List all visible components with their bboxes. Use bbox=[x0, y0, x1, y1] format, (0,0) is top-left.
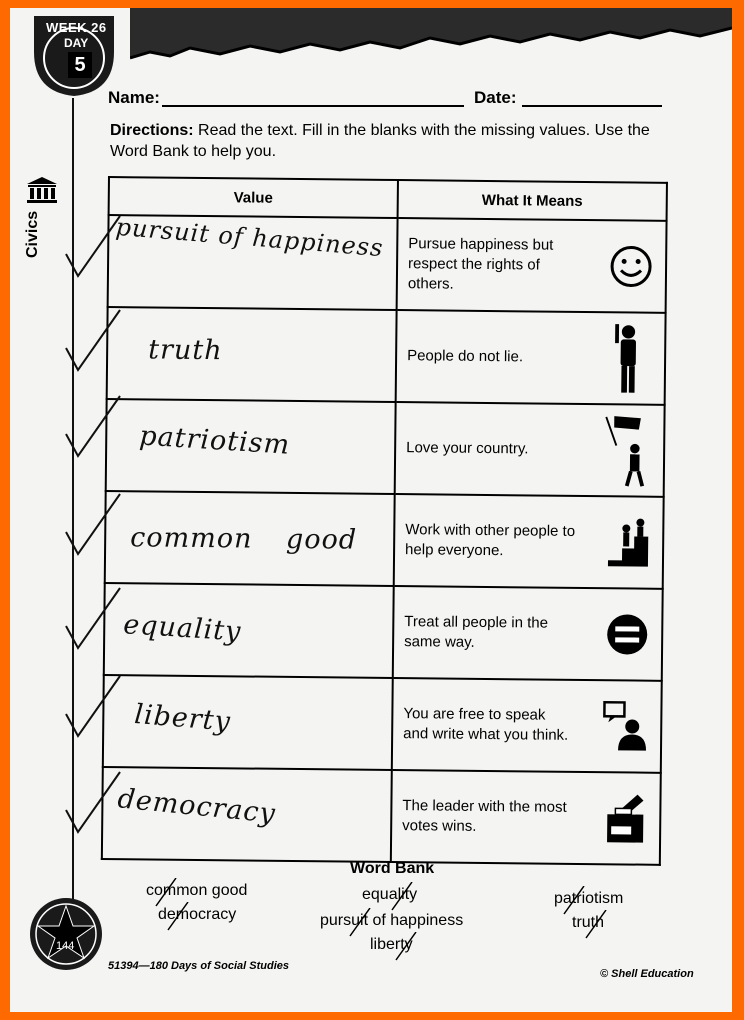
word-bank-item: democracy bbox=[158, 906, 236, 924]
checkmark-icon bbox=[64, 674, 124, 744]
answer-cell[interactable] bbox=[103, 675, 393, 770]
torn-paper-border bbox=[130, 8, 732, 78]
checkmark-icon bbox=[64, 770, 124, 840]
word-bank-item: patriotism bbox=[554, 890, 623, 908]
equals-icon bbox=[603, 606, 652, 662]
meaning-text: People do not lie. bbox=[407, 347, 524, 366]
handwritten-answer: equality bbox=[122, 609, 243, 648]
answer-cell[interactable] bbox=[102, 767, 392, 862]
name-field[interactable] bbox=[162, 105, 464, 107]
word-bank-title: Word Bank bbox=[350, 860, 435, 877]
week-day-badge bbox=[24, 12, 124, 100]
table-row bbox=[104, 583, 663, 681]
word-bank-item: common good bbox=[146, 882, 247, 900]
strike-mark bbox=[576, 910, 616, 940]
answer-cell[interactable] bbox=[107, 307, 397, 402]
answer-cell[interactable] bbox=[105, 491, 395, 586]
answer-cell[interactable] bbox=[106, 399, 396, 494]
smiley-icon bbox=[607, 238, 656, 294]
meaning-text: Treat all people in the same way. bbox=[404, 613, 549, 651]
pledge-person-icon bbox=[606, 320, 655, 396]
date-label: Date: bbox=[474, 88, 517, 107]
meaning-text: Pursue happiness but respect the rights of others. bbox=[407, 235, 554, 293]
footer-publisher: © Shell Education bbox=[600, 968, 694, 980]
word-bank-item: pursuit of happiness bbox=[320, 912, 463, 930]
ballot-box-icon bbox=[601, 790, 650, 846]
flag-person-icon bbox=[605, 412, 654, 488]
week-label: WEEK 26 bbox=[46, 20, 107, 35]
meaning-cell bbox=[394, 494, 664, 589]
table-header-row bbox=[109, 177, 667, 221]
meaning-cell bbox=[393, 586, 663, 681]
value-column-header: Value bbox=[109, 177, 398, 218]
date-field[interactable] bbox=[522, 105, 662, 107]
handwritten-answer: democracy bbox=[116, 783, 278, 830]
answer-cell[interactable] bbox=[108, 212, 398, 310]
answer-cell[interactable] bbox=[104, 583, 394, 678]
handwritten-answer: patriotism bbox=[138, 420, 292, 461]
footer-book-title: 51394—180 Days of Social Studies bbox=[108, 960, 289, 972]
word-bank-item: equality bbox=[362, 886, 417, 904]
handwritten-answer: pursuit of happiness bbox=[114, 212, 385, 263]
table-row bbox=[107, 307, 666, 405]
meaning-cell bbox=[395, 402, 665, 497]
word-bank-item: liberty bbox=[370, 936, 413, 954]
star-icon bbox=[26, 894, 106, 974]
government-building-icon bbox=[26, 176, 58, 204]
meaning-cell bbox=[391, 770, 661, 865]
table-row bbox=[108, 215, 667, 313]
handwritten-answer: liberty bbox=[133, 698, 232, 738]
meaning-text: The leader with the most votes wins. bbox=[402, 797, 567, 835]
speech-person-icon bbox=[602, 698, 651, 754]
name-label: Name: bbox=[108, 88, 160, 107]
directions-label: Directions: bbox=[110, 122, 194, 139]
day-label: DAY bbox=[64, 36, 89, 50]
subject-label: Civics bbox=[24, 210, 41, 258]
word-bank-item: truth bbox=[572, 914, 604, 932]
strike-mark bbox=[340, 908, 380, 938]
meaning-text: You are free to speak and write what you think. bbox=[403, 705, 569, 744]
checkmark-icon bbox=[64, 308, 124, 378]
table-row bbox=[105, 491, 664, 589]
page-number: 144 bbox=[56, 940, 75, 952]
strike-mark bbox=[386, 932, 426, 962]
checkmark-icon bbox=[64, 214, 124, 284]
checkmark-icon bbox=[64, 492, 124, 562]
handwritten-answer: truth bbox=[148, 334, 223, 367]
table-row bbox=[103, 675, 662, 773]
checkmark-icon bbox=[64, 586, 124, 656]
day-number: 5 bbox=[68, 52, 92, 78]
handwritten-answer: common good bbox=[130, 522, 358, 556]
directions bbox=[110, 120, 670, 162]
values-table bbox=[101, 176, 668, 866]
meaning-text: Work with other people to help everyone. bbox=[405, 521, 576, 560]
teamwork-climb-icon bbox=[604, 514, 653, 570]
directions-text: Read the text. Fill in the blanks with the missing values. Use the Word Bank to help you. bbox=[110, 122, 650, 160]
meaning-cell bbox=[397, 218, 667, 313]
worksheet-page bbox=[10, 8, 732, 1012]
meaning-text: Love your country. bbox=[406, 439, 529, 458]
meaning-cell bbox=[392, 678, 662, 773]
meaning-column-header: What It Means bbox=[398, 180, 667, 221]
meaning-cell bbox=[396, 310, 666, 405]
table-row bbox=[102, 767, 661, 865]
strike-mark bbox=[158, 902, 198, 932]
checkmark-icon bbox=[64, 394, 124, 464]
strike-mark bbox=[382, 882, 422, 912]
table-row bbox=[106, 399, 665, 497]
